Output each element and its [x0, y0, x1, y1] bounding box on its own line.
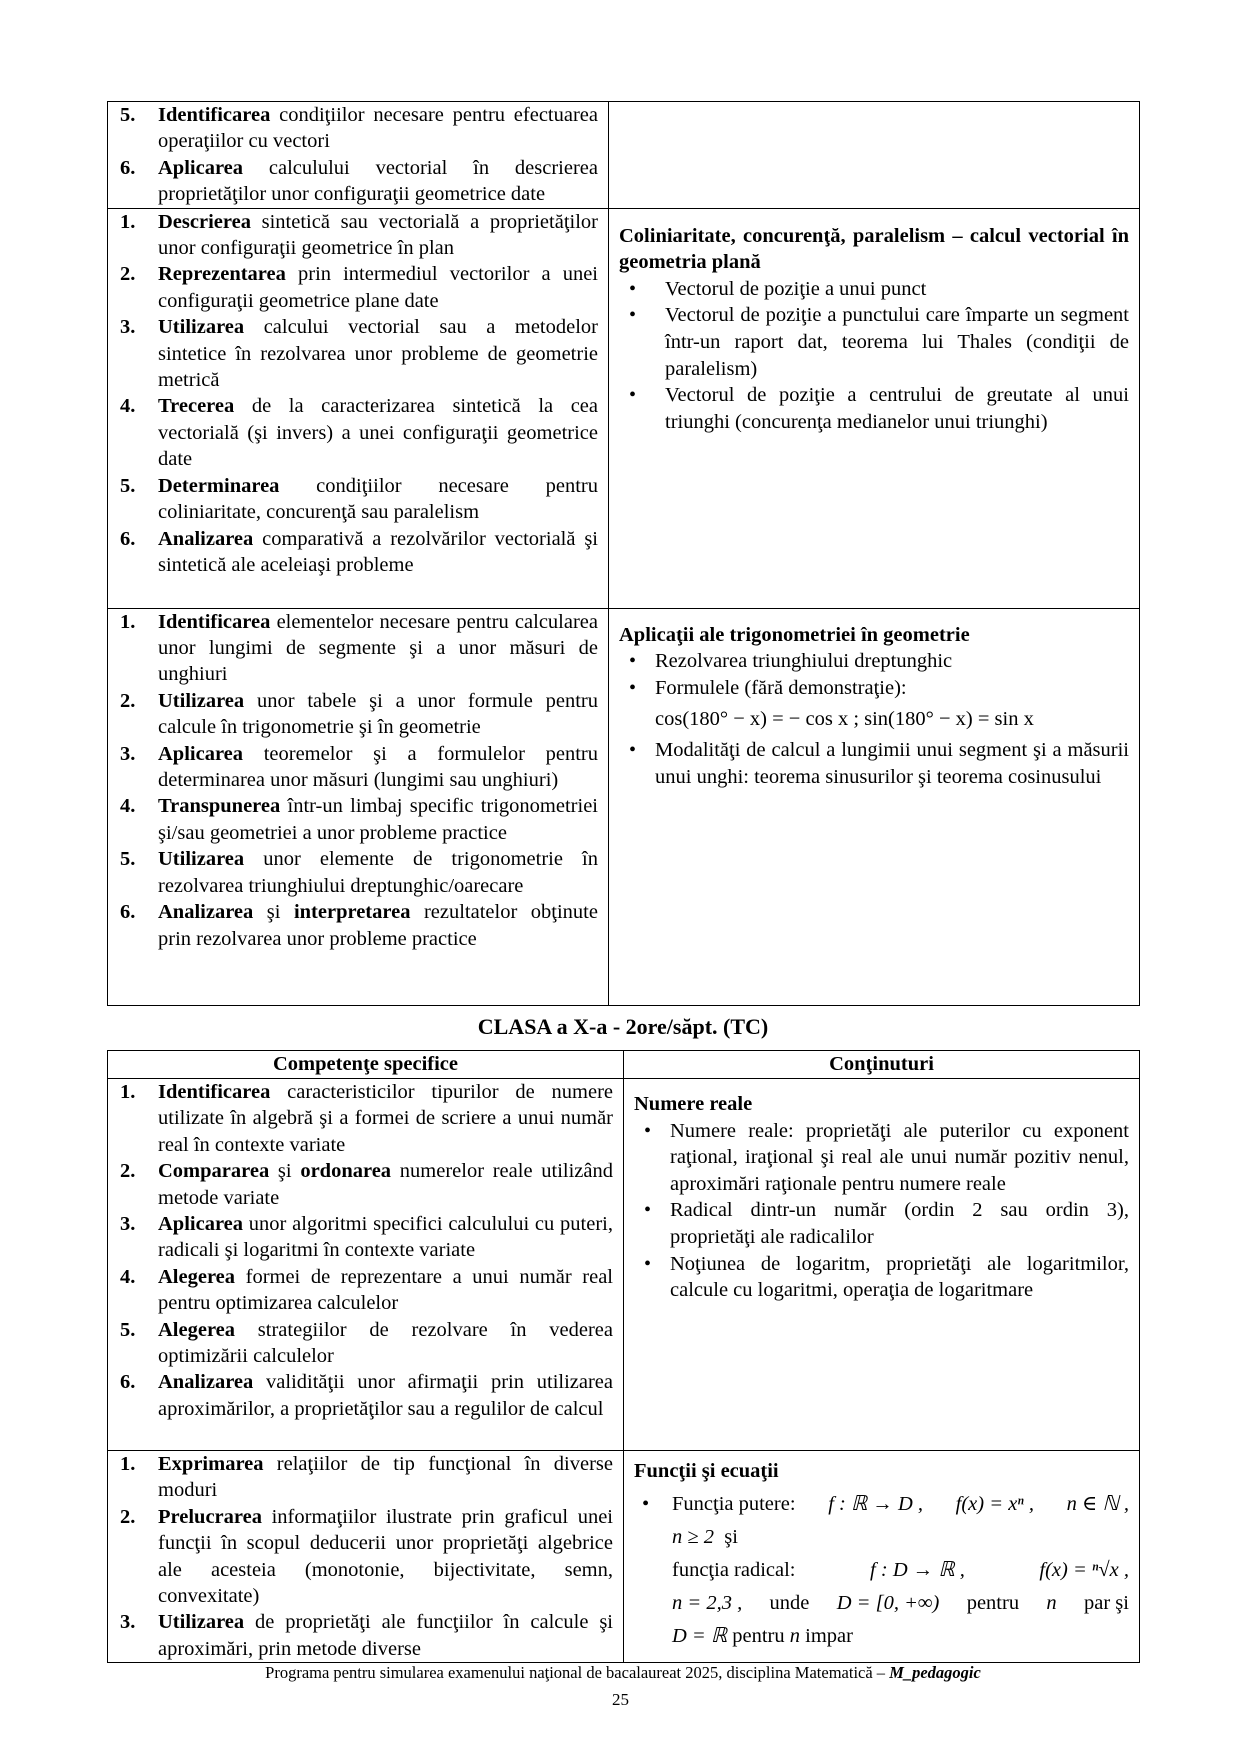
- competencies-table-1: [107, 101, 1140, 1006]
- content-item: • Radical dintr-un număr (ordin 2 sau ordin 3), proprietăţi ale radicalilor: [634, 1197, 1129, 1250]
- content-title: Aplicaţii ale trigonometriei în geometrie: [619, 623, 970, 646]
- column-header-competencies: Competenţe specifice: [108, 1051, 624, 1079]
- competency-item: 1. Exprimarea relaţiilor de tip funcţional în diverse moduri: [120, 1453, 613, 1502]
- content-item: • Vectorul de poziţie a unui punct: [619, 276, 1129, 303]
- competency-item: 5. Alegerea strategiilor de rezolvare în vederea optimizării calculelor: [120, 1318, 613, 1368]
- contents-cell: [609, 102, 1140, 209]
- contents-cell: [624, 1079, 1140, 1451]
- competency-item: 3. Aplicarea unor algoritmi specifici calculului cu puteri, radicali şi logaritmi în contexte variate: [120, 1213, 613, 1262]
- contents-cell: [609, 608, 1140, 1005]
- contents-cell: [609, 208, 1140, 608]
- content-title: Funcţii şi ecuaţii: [634, 1460, 779, 1482]
- competencies-table-2: [107, 1050, 1140, 1663]
- contents-cell: [624, 1451, 1140, 1663]
- content-title: Coliniaritate, concurenţă, paralelism – calcul vectorial în geometria plană: [619, 224, 1129, 274]
- competency-item: 1. Identificarea elementelor necesare pentru calcularea unor lungimi de segmente şi a unor măsuri de unghiuri: [120, 610, 598, 686]
- table-row: [108, 208, 1140, 608]
- competency-item: 6. Aplicarea calculului vectorial în descrierea proprietăţilor unor configuraţii geometrice date: [120, 156, 598, 206]
- competency-item: 2. Reprezentarea prin intermediul vectorilor a unei configuraţii geometrice plane date: [120, 263, 598, 312]
- competency-item: 4. Alegerea formei de reprezentare a unui număr real pentru optimizarea calculelor: [120, 1265, 613, 1315]
- content-item: • Modalităţi de calcul a lungimii unui segment şi a măsurii unui unghi: teorema sinusurilor şi teorema cosinusului: [619, 737, 1129, 790]
- competency-item: 3. Utilizarea calcului vectorial sau a metodelor sintetice în rezolvarea unor probleme de geometrie metrică: [120, 316, 598, 392]
- table-row: [108, 608, 1140, 1005]
- competency-item: 6. Analizarea şi interpretarea rezultatelor obţinute prin rezolvarea unor probleme practice: [120, 901, 598, 950]
- competency-item: 5. Determinarea condiţiilor necesare pentru coliniaritate, concurenţă sau paralelism: [120, 474, 598, 524]
- competency-item: 1. Identificarea caracteristicilor tipurilor de numere utilizate în algebră şi a formei de scriere a unui număr real în contexte variate: [120, 1081, 613, 1156]
- competency-item: 2. Prelucrarea informaţiilor ilustrate prin graficul unei funcţii în scopul deducerii unor proprietăţi algebrice ale acesteia (monotonie, bijectivitate, semn, convexitate): [120, 1505, 613, 1608]
- competencies-cell: [108, 102, 609, 209]
- competencies-cell: [108, 1451, 624, 1663]
- table-row: [108, 1079, 1140, 1451]
- trig-formula: cos(180° − x) = − cos x ; sin(180° − x) = sin x: [655, 708, 1034, 731]
- column-header-contents: Conţinuturi: [624, 1051, 1140, 1079]
- competencies-cell: [108, 208, 609, 608]
- competency-item: 1. Descrierea sintetică sau vectorială a proprietăţilor unor configuraţii geometrice în plan: [120, 210, 598, 260]
- competency-item: 4. Trecerea de la caracterizarea sintetică la cea vectorială (şi invers) a unei configuraţii geometrice date: [120, 395, 598, 471]
- content-item: • Rezolvarea triunghiului dreptunghic: [619, 648, 1129, 675]
- competency-item: 3. Aplicarea teoremelor şi a formulelor pentru determinarea unor măsuri (lungimi sau unghiuri): [120, 742, 598, 792]
- table-row: [108, 1451, 1140, 1663]
- competency-item: 6. Analizarea comparativă a rezolvărilor vectorială şi sintetică ale aceleiaşi probleme: [120, 527, 598, 576]
- table-header-row: [108, 1051, 1140, 1079]
- competency-item: 2. Utilizarea unor tabele şi a unor formule pentru calcule în trigonometrie şi în geometrie: [120, 689, 598, 739]
- competencies-cell: [108, 608, 609, 1005]
- content-item: • Noţiunea de logaritm, proprietăţi ale logaritmilor, calcule cu logaritmi, operaţia de logaritmare: [634, 1251, 1129, 1304]
- competencies-cell: [108, 1079, 624, 1451]
- content-item: • Funcţia putere: f : ℝ → D , f(x) = xⁿ , n ∈ ℕ , n ≥ 2 şi funcţia radical: f : D → ℝ , f(x) = ⁿ√x , n = 2,3 , unde D = [0, +∞) pentru n par şi D = ℝ pentru n impar: [642, 1493, 1129, 1647]
- class-heading: CLASA a X-a - 2ore/săpt. (TC): [477, 1014, 769, 1039]
- content-item: • Vectorul de poziţie a centrului de greutate al unui triunghi (concurenţa medianelor unui triunghi): [619, 382, 1129, 435]
- content-title: Numere reale: [634, 1093, 753, 1115]
- competency-item: 2. Compararea şi ordonarea numerelor reale utilizând metode variate: [120, 1160, 613, 1209]
- content-item: • Numere reale: proprietăţi ale puterilor cu exponent raţional, iraţional şi real ale unui număr pozitiv nenul, aproximări raţionale pentru numere reale: [634, 1118, 1129, 1198]
- content-item: • Vectorul de poziţie a punctului care împarte un segment într-un raport dat, teorema lui Thales (condiţii de paralelism): [619, 302, 1129, 382]
- page-number: 25: [612, 1690, 629, 1709]
- competency-item: 5. Identificarea condiţiilor necesare pentru efectuarea operaţiilor cu vectori: [120, 104, 598, 153]
- competency-item: 5. Utilizarea unor elemente de trigonometrie în rezolvarea triunghiului dreptunghic/oarecare: [120, 848, 598, 897]
- table-row: [108, 102, 1140, 209]
- content-item: • Formulele (fără demonstraţie):: [619, 675, 1129, 702]
- competency-item: 6. Analizarea validităţii unor afirmaţii prin utilizarea aproximărilor, a proprietăţilor sau a regulilor de calcul: [120, 1371, 613, 1420]
- competency-item: 4. Transpunerea într-un limbaj specific trigonometriei şi/sau geometriei a unor probleme practice: [120, 795, 598, 844]
- page-footer: Programa pentru simularea examenului naţional de bacalaureat 2025, disciplina Matematică – M_pedagogic: [265, 1663, 981, 1682]
- competency-item: 3. Utilizarea de proprietăţi ale funcţiilor în calcule şi aproximări, prin metode diverse: [120, 1611, 613, 1660]
